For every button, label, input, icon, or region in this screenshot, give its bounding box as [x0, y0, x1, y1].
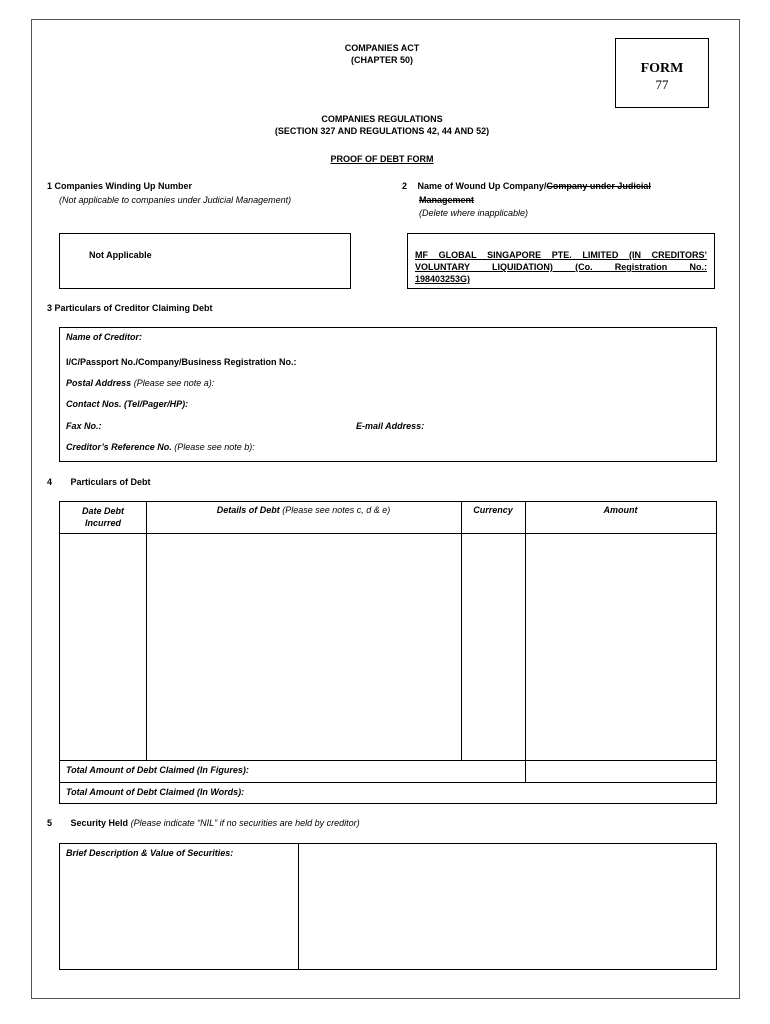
- postal-address-label: Postal Address: [66, 378, 132, 388]
- header-act: [262, 42, 502, 66]
- section2-number: 2: [402, 181, 408, 191]
- company-name-line-2: VOLUNTARY LIQUIDATION) (Co. Registration No.:: [415, 262, 707, 272]
- form-number-box: [615, 38, 709, 108]
- section1-title: Companies Winding Up Number: [54, 181, 192, 191]
- section2-struck-2: Management: [419, 195, 475, 205]
- creditor-name-field[interactable]: Name of Creditor:: [66, 332, 143, 342]
- form-number: 77: [655, 77, 669, 92]
- security-description-field[interactable]: [299, 844, 716, 969]
- creditor-reference-field[interactable]: [66, 442, 255, 452]
- contact-numbers-field[interactable]: Contact Nos. (Tel/Pager/HP):: [66, 399, 189, 409]
- winding-up-number-value: Not Applicable: [89, 250, 152, 260]
- company-name-field[interactable]: [407, 233, 715, 289]
- section4-label: [47, 477, 151, 487]
- col-header-date: [60, 505, 146, 529]
- postal-address-note: (Please see note a):: [133, 378, 215, 388]
- act-title: COMPANIES ACT: [344, 43, 420, 53]
- debt-particulars-table: [59, 501, 717, 804]
- section2-struck-1: Company under Judicial: [546, 181, 651, 191]
- details-of-debt-cell[interactable]: [147, 534, 461, 760]
- section5-number: 5: [47, 818, 53, 828]
- winding-up-number-field[interactable]: [59, 233, 351, 289]
- company-name-line-1: MF GLOBAL SINGAPORE PTE. LIMITED (IN CREDITORS’: [415, 250, 707, 260]
- creditor-reference-label: Creditor’s Reference No.: [66, 442, 172, 452]
- section1-number: 1: [47, 181, 53, 191]
- amount-cell[interactable]: [526, 534, 716, 760]
- total-in-words-field[interactable]: [66, 787, 244, 797]
- col-header-details-note: (Please see notes c, d & e): [282, 505, 391, 515]
- total-in-figures-label: Total Amount of Debt Claimed (In Figures):: [66, 765, 249, 775]
- chapter: (CHAPTER 50): [350, 55, 413, 65]
- col-header-date-line-1: Date Debt: [81, 506, 124, 516]
- postal-address-field[interactable]: [66, 378, 214, 388]
- total-in-figures-field[interactable]: [526, 761, 716, 782]
- regulations-section: (SECTION 327 AND REGULATIONS 42, 44 AND 52): [274, 126, 490, 136]
- creditor-id-field[interactable]: I/C/Passport No./Company/Business Registration No.:: [66, 357, 297, 367]
- section4-title: Particulars of Debt: [70, 477, 151, 487]
- col-header-details: [146, 505, 461, 515]
- header-regulations: [212, 113, 552, 137]
- company-name-line-3: 198403253G): [415, 274, 471, 284]
- col-header-date-line-2: Incurred: [84, 518, 121, 528]
- creditor-particulars-box: [59, 327, 717, 462]
- section2-title: Name of Wound Up Company/: [417, 181, 547, 191]
- section4-number: 4: [47, 477, 53, 487]
- col-header-amount: Amount: [603, 505, 638, 515]
- col-header-details-label: Details of Debt: [216, 505, 280, 515]
- creditor-reference-note: (Please see note b):: [174, 442, 255, 452]
- security-description-label: Brief Description & Value of Securities:: [66, 848, 234, 858]
- section1-note: (Not applicable to companies under Judicial Management): [59, 195, 292, 205]
- section1-label: [47, 181, 192, 191]
- section5-note: (Please indicate “NIL” if no securities are held by creditor): [130, 818, 360, 828]
- form-page: [31, 19, 740, 999]
- section2-label: [402, 181, 651, 191]
- currency-cell[interactable]: [462, 534, 525, 760]
- section2-note: (Delete where inapplicable): [419, 208, 529, 218]
- form-label: FORM: [640, 61, 684, 76]
- section5-title: Security Held: [70, 818, 129, 828]
- email-address-field[interactable]: E-mail Address:: [356, 421, 425, 431]
- section5-label: [47, 818, 360, 828]
- total-row-divider: [60, 782, 716, 783]
- section3-heading: 3 Particulars of Creditor Claiming Debt: [47, 303, 213, 313]
- fax-number-field[interactable]: Fax No.:: [66, 421, 102, 431]
- date-debt-incurred-cell[interactable]: [60, 534, 146, 760]
- regulations-title: COMPANIES REGULATIONS: [321, 114, 443, 124]
- security-held-table: [59, 843, 717, 970]
- col-header-currency: Currency: [473, 505, 513, 515]
- total-in-words-label: Total Amount of Debt Claimed (In Words):: [66, 787, 245, 797]
- page-title: PROOF OF DEBT FORM: [330, 154, 434, 164]
